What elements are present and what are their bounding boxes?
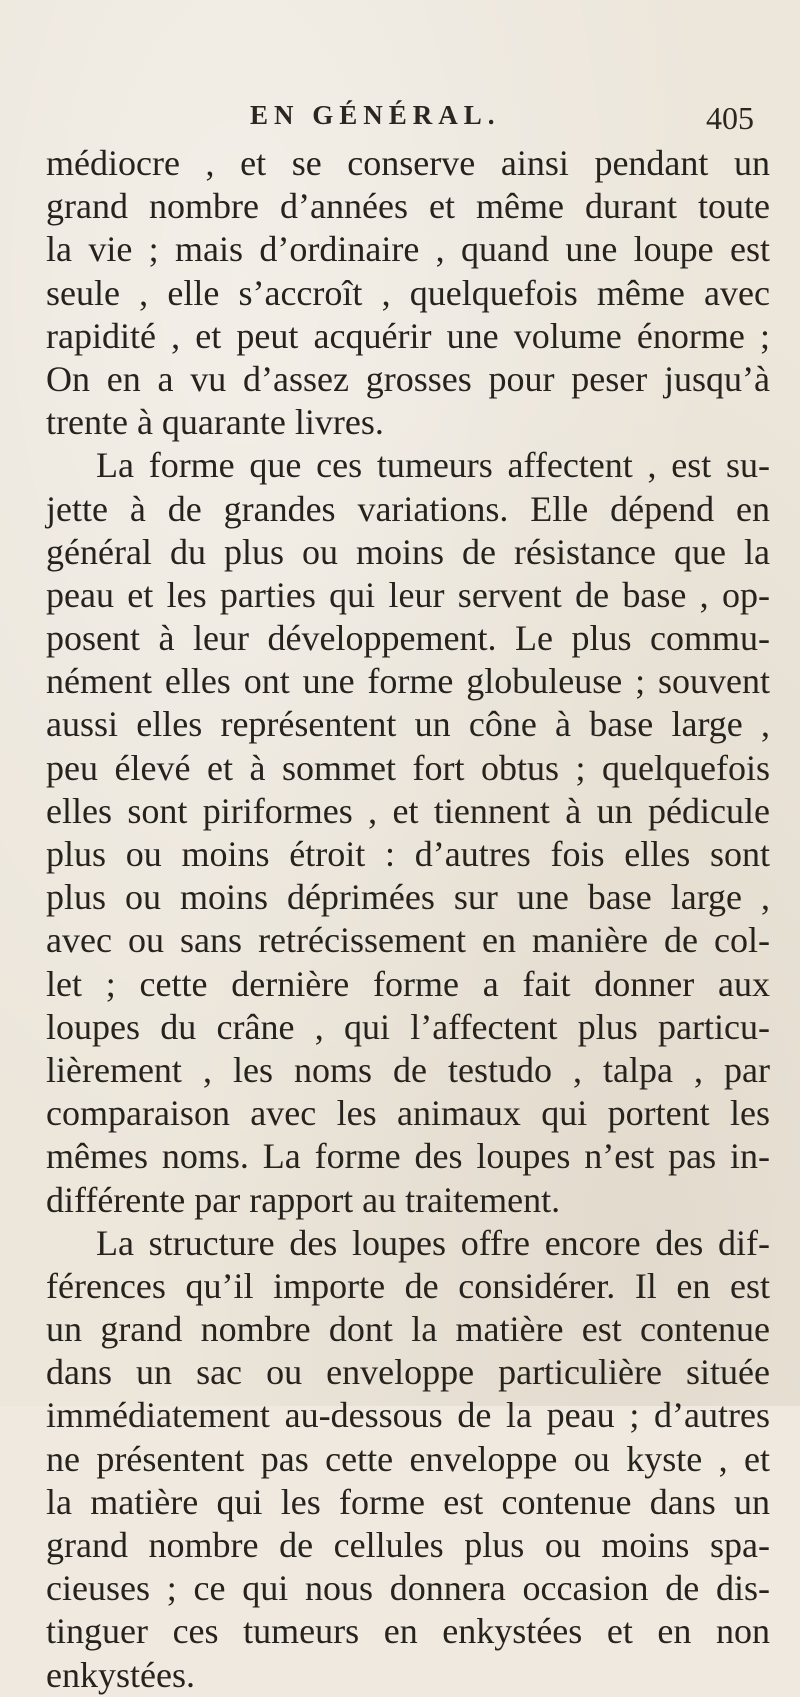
text-line: trente à quarante livres. bbox=[46, 402, 384, 443]
text-line: lièrement , les noms de testudo , talpa , par bbox=[46, 1049, 770, 1090]
paragraph-first-line: La forme que ces tumeurs affectent , est su- bbox=[96, 445, 770, 486]
text-line: cieuses ; ce qui nous donnera occasion de dis- bbox=[46, 1568, 770, 1609]
text-line: peau et les parties qui leur servent de base , op- bbox=[46, 574, 770, 615]
page-header bbox=[0, 100, 800, 142]
text-line: férences qu’il importe de considérer. Il en est bbox=[46, 1265, 770, 1306]
text-line: mêmes noms. La forme des loupes n’est pas in- bbox=[46, 1136, 770, 1177]
text-line: nément elles ont une forme globuleuse ; souvent bbox=[46, 661, 770, 702]
page-number: 405 bbox=[706, 100, 754, 136]
text-line: On en a vu d’assez grosses pour peser jusqu’à bbox=[46, 358, 770, 399]
text-line: posent à leur développement. Le plus commu- bbox=[46, 618, 770, 659]
text-line: plus ou moins déprimées sur une base large , bbox=[46, 877, 770, 918]
text-line: plus ou moins étroit : d’autres fois elles sont bbox=[46, 834, 770, 874]
text-line: elles sont piriformes , et tiennent à un pédicule bbox=[46, 790, 770, 831]
text-line: grand nombre d’années et même durant toute bbox=[46, 186, 770, 227]
text-line: la matière qui les forme est contenue dans un bbox=[46, 1481, 770, 1522]
text-line: loupes du crâne , qui l’affectent plus particu- bbox=[46, 1006, 770, 1047]
text-line: général du plus ou moins de résistance que la bbox=[46, 531, 770, 572]
text-line: enkystées. bbox=[46, 1654, 195, 1695]
text-line: dans un sac ou enveloppe particulière située bbox=[46, 1352, 770, 1393]
body-text bbox=[46, 142, 770, 1697]
text-line: un grand nombre dont la matière est contenue bbox=[46, 1309, 770, 1350]
text-line: jette à de grandes variations. Elle dépend en bbox=[46, 488, 770, 529]
text-line: seule , elle s’accroît , quelquefois même avec bbox=[46, 272, 770, 313]
running-head: EN GÉNÉRAL. bbox=[250, 100, 501, 130]
text-line: aussi elles représentent un cône à base large , bbox=[46, 704, 770, 745]
text-line: différente par rapport au traitement. bbox=[46, 1179, 561, 1220]
text-line: grand nombre de cellules plus ou moins spa- bbox=[46, 1525, 770, 1565]
text-line: comparaison avec les animaux qui portent les bbox=[46, 1093, 770, 1134]
text-line: immédiatement au-dessous de la peau ; d’autres bbox=[46, 1395, 770, 1436]
text-line: peu élevé et à sommet fort obtus ; quelquefois bbox=[46, 747, 770, 788]
text-line: let ; cette dernière forme a fait donner aux bbox=[46, 963, 770, 1004]
text-line: la vie ; mais d’ordinaire , quand une loupe est bbox=[46, 229, 770, 270]
text-line: rapidité , et peut acquérir une volume énorme ; bbox=[46, 315, 770, 356]
text-line: médiocre , et se conserve ainsi pendant un bbox=[46, 143, 770, 183]
text-line: avec ou sans retrécissement en manière de col- bbox=[46, 920, 770, 961]
text-line: ne présentent pas cette enveloppe ou kyste , et bbox=[46, 1438, 770, 1479]
text-line: tinguer ces tumeurs en enkystées et en non bbox=[46, 1611, 770, 1652]
paragraph-first-line: La structure des loupes offre encore des dif- bbox=[96, 1222, 770, 1263]
